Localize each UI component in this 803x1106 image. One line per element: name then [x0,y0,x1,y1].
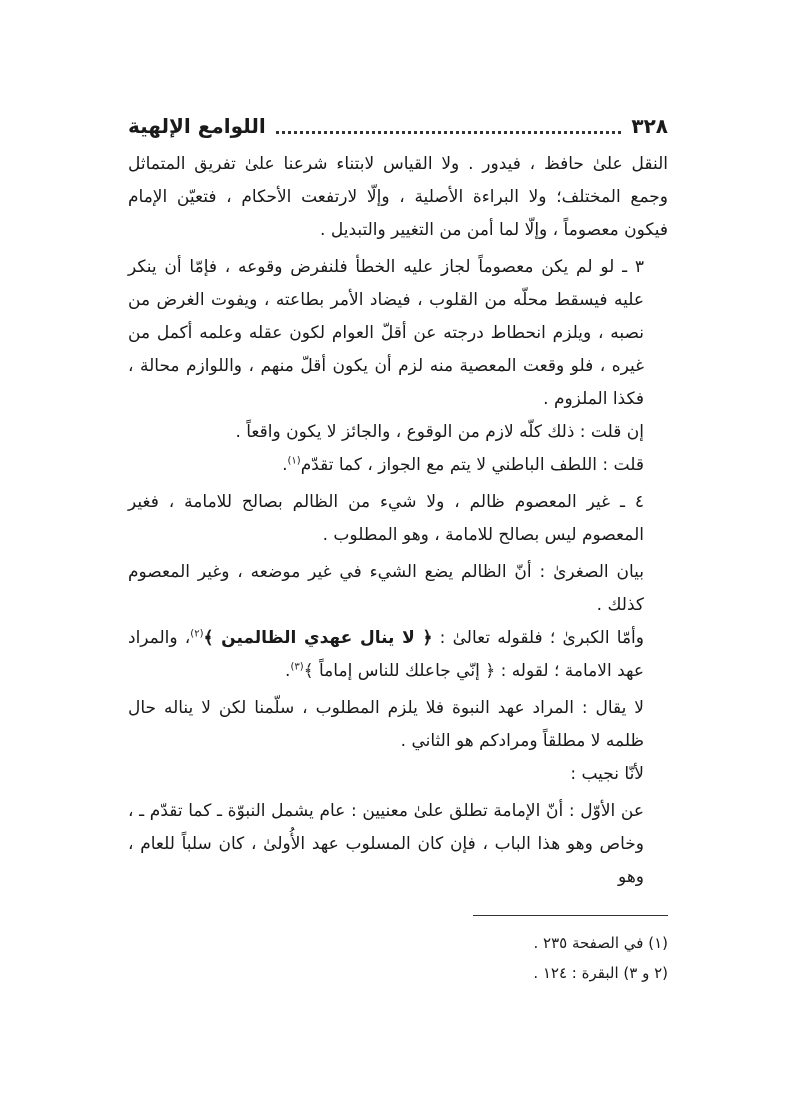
page-header [128,106,668,146]
paragraph: وأمّا الكبرىٰ ؛ فلقوله تعالىٰ : ﴿ لا ينال عهدي الظالمين ﴾$^{(٢)}$، والمراد عهد الامامة ؛ لقوله : ﴿ إنّي جاعلك للناس إماماً ﴾$^{(٣)}$. [128,628,644,681]
paragraph: ٣ ـ لو لم يكن معصوماً لجاز عليه الخطأ فلنفرض وقوعه ، فإمّا أن ينكر عليه فيسقط محلّه من القلوب ، فيضاد الأمر بطاعته ، ويفوت الغرض من نصبه ، ويلزم انحطاط درجته عن أقلّ العوام لكون عقله وعلمه أكمل من غيره ، فلو وقعت المعصية منه لزم أن يكون أقلّ منهم ، واللوازم محالة ، فكذا الملزوم . [128,257,644,409]
paragraph: قلت : اللطف الباطني لا يتم مع الجواز ، كما تقدّم$^{(١)}$. [282,455,644,475]
quran-verse: ﴿ لا ينال عهدي الظالمين ﴾ [203,628,433,648]
footnote-mark: (٣) [290,661,304,673]
footnote-separator [473,915,668,916]
footnote-mark: (٢) [190,628,204,640]
paragraph: لأنّا نجيب : [570,764,644,784]
paragraph: عن الأوّل : أنّ الإمامة تطلق علىٰ معنيين : عام يشمل النبوّة ـ كما تقدّم ـ ، وخاص وهو هذا الباب ، فإن كان المسلوب عهد الأُولىٰ ، كان سلباً للعام ، وهو [128,801,644,887]
book-title: اللوامع الإلهية [128,114,266,138]
header-dot-leader [276,131,622,134]
paragraph-text: إن قلت : ذلك كلّه لازم من الوقوع ، والجائز لا يكون واقعاً . [235,422,644,442]
footnote: (١) في الصفحة ٢٣٥ . [533,934,668,952]
footnote-mark: (١) [287,455,301,467]
body-text [128,148,668,894]
paragraph-text: وأمّا الكبرىٰ ؛ فلقوله تعالىٰ : [439,628,644,648]
paragraph: بيان الصغرىٰ : أنّ الظالم يضع الشيء في غير موضعه ، وغير المعصوم كذلك . [128,562,644,615]
footnotes [128,928,668,988]
paragraph: ٤ ـ غير المعصوم ظالم ، ولا شيء من الظالم بصالح للامامة ، فغير المعصوم ليس بصالح للامامة ، وهو المطلوب . [128,492,644,545]
paragraph: لا يقال : المراد عهد النبوة فلا يلزم المطلوب ، سلّمنا لكن لا يناله حال ظلمه لا مطلقاً ومرادكم هو الثاني . [128,698,644,751]
footnote: (٢ و ٣) البقرة : ١٢٤ . [533,964,668,982]
paragraph-text: قلت : اللطف الباطني لا يتم مع الجواز ، كما تقدّم [300,455,644,475]
quran-verse: ﴿ إنّي جاعلك للناس إماماً ﴾ [303,661,496,681]
paragraph [128,416,668,449]
paragraph-text: ، والمراد عهد الامامة ؛ لقوله : [128,628,644,681]
paragraph: النقل علىٰ حافظ ، فيدور . ولا القياس لابتناء شرعنا علىٰ تفريق المتماثل وجمع المختلف؛ ولا البراءة الأصلية ، وإلّا لارتفعت الأحكام ، فتعيّن الإمام فيكون معصوماً ، وإلّا لما أمن من التغيير والتبديل . [128,154,668,240]
page-number: ٣٢٨ [631,114,668,138]
